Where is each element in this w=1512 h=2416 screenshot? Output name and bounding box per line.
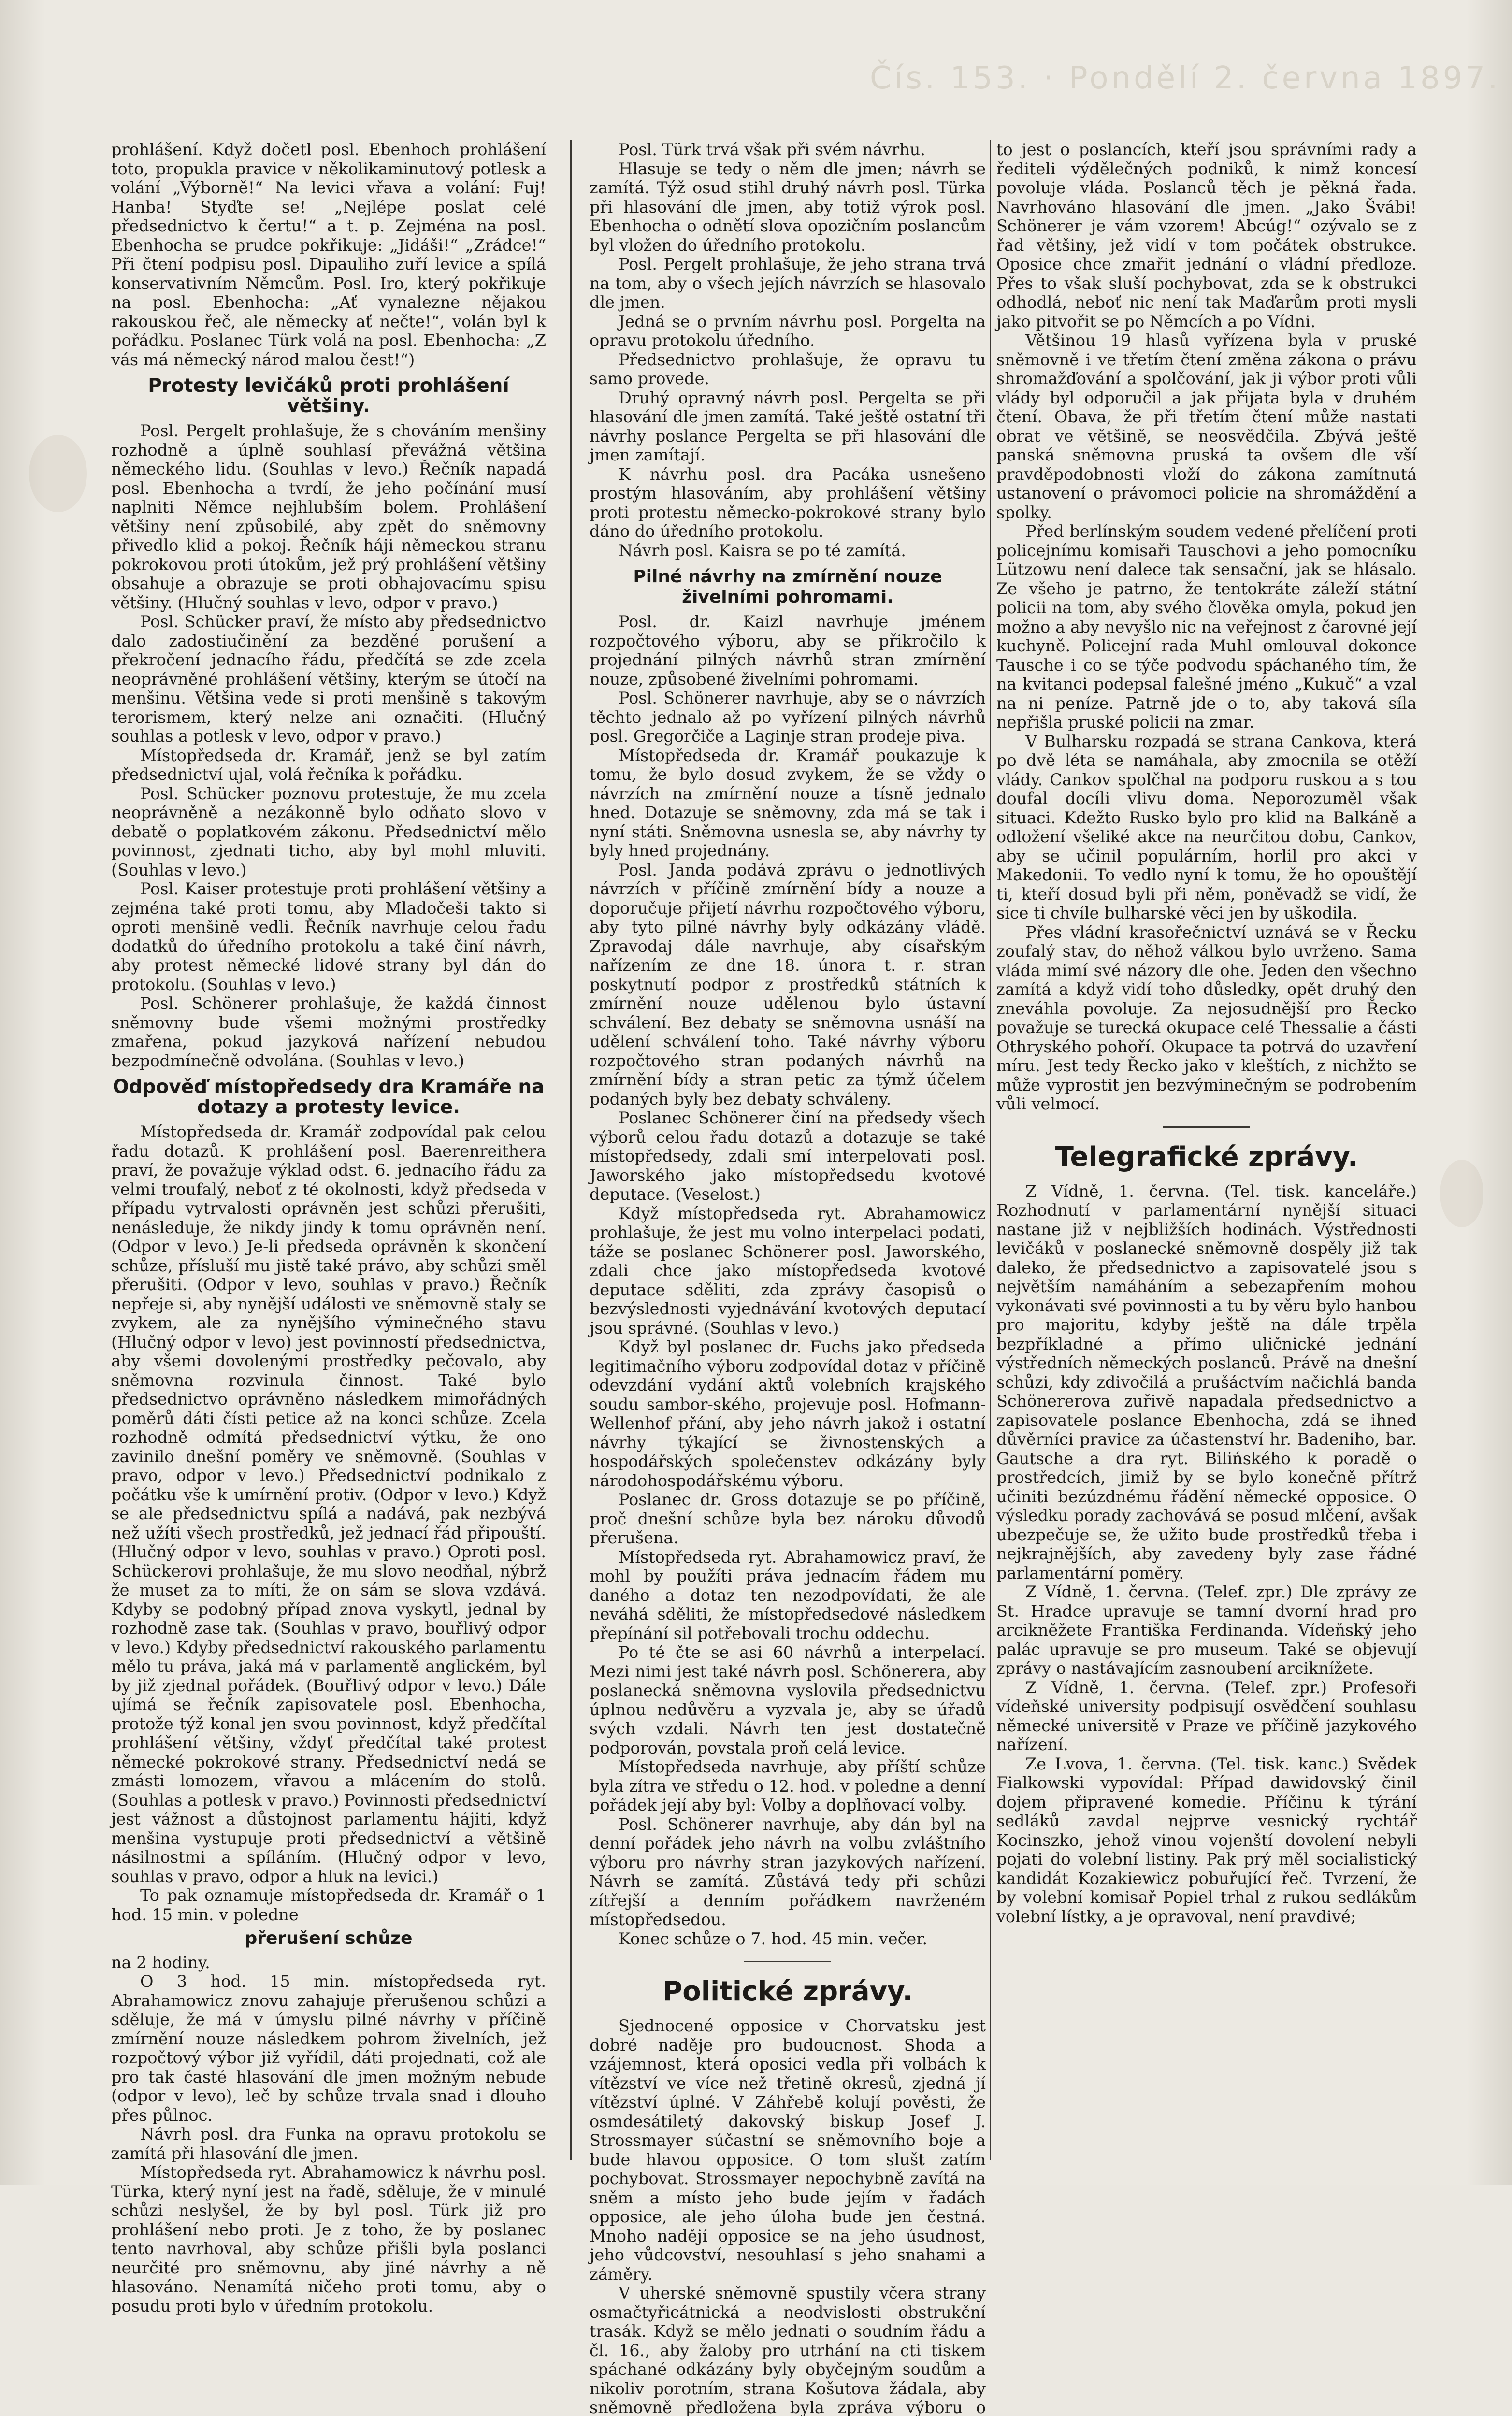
paragraph: Před berlínským soudem vedené přelíčení proti policejnímu komisaři Tauschovi a jeho pomocníku Lützowu není dalece tak sensační, jak se hlásalo. Ze všeho je patrno, že tentokráte záleží státní policii na tom, aby svého člověka omyla, pokud jen možno a aby nevyšlo nic na veřejnost z čarovné její kuchyně. Policejní rada Muhl omlouval dokonce Tausche i co se týče podvodu spáchaného tím, že na kvitanci podepsal falešné jméno „Kukuč“ a vzal na ni peníze. Patrně jde o to, aby taková síla nepřišla pruské policii na zmar. [996,522,1417,732]
paragraph: Z Vídně, 1. června. (Telef. zpr.) Dle zprávy ze St. Hradce upravuje se tamní dvorní hrad pro arcikněžete Františka Ferdinanda. Vídeňský jeho palác upravuje se pro museum. Také se objevují zprávy o nastávajícím zasnoubení arciknížete. [996,1582,1417,1678]
paragraph: Z Vídně, 1. června. (Tel. tisk. kanceláře.) Rozhodnutí v parlamentární nynější situaci nastane již v nejbližších hodinách. Výstřednosti levičáků v poslanecké sněmovně dospěly již tak daleko, že předsednictvo a zapisovatelé jsou s největším namáháním a sebezapřením mohou vykonávati své povinnosti a tu by věru bylo hanbou pro majoritu, kdyby ještě na dále trpěla bezpříkladné a přímo uličnické jednání výstředních německých poslanců. Právě na dnešní schůzi, kdy zdivočilá a prušáctvím načichlá banda Schönererova zuřivě napadala předsednictvo a zapisovatele poslance Ebenhocha, zdá se ihned důvěrníci pravice za účastenství hr. Badeniho, bar. Gautsche a dra ryt. Bilińského k poradě o prostředcích, jimiž by se bylo konečně přítrž učiniti bezúzdnému řádění německé opposice. O výsledku porady zachovává se posud mlčení, avšak ubezpečuje se, že užito bude prostředků třeba i nejkrajnějších, aby zavedeny byly zase řádné parlamentární poměry. [996,1181,1417,1582]
paragraph: prohlášení. Když dočetl posl. Ebenhoch prohlášení toto, propukla pravice v několikaminutový potlesk a volání „Výborně!“ Na levici vřava a volání: Fuj! Hanba! Styďte se! „Nejlépe poslat celé předsednictvo k čertu!“ a t. p. Zejména na posl. Ebenhocha se prudce pokřikuje: „Jidáši!“ „Zrádce!“ Při čtení podpisu posl. Dipauliho zuří levice a spílá konservativním Němcům. Posl. Iro, který pokřikuje na posl. Ebenhocha: „Ať vynalezne nějakou rakouskou řeč, ale německy ať nečte!“, volán byl k pořádku. Poslanec Türk volá na posl. Ebenhocha: „Z vás má německý národ malou čest!“) [111,140,546,369]
paragraph: Posl. Pergelt prohlašuje, že s chováním menšiny rozhodně a úplně souhlasí převážná většina německého lidu. (Souhlas v levo.) Řečník napadá posl. Ebenhocha a tvrdí, že jeho počínání musí naplniti Němce nejhlubším bolem. Prohlášení většiny není způsobilé, aby zpět do sněmovny přivedlo klid a pokoj. Řečník háji německou stranu pokrokovou proti útokům, jež prý prohlášení většiny obsahuje a obrazuje se proti obhajovacímu spisu většiny. (Hlučný souhlas v levo, odpor v pravo.) [111,421,546,612]
section-heading: Protesty levičáků proti prohlášení většiny. [148,375,509,417]
inline-heading: přerušení schůze [245,1928,413,1948]
paragraph: na 2 hodiny. [111,1953,210,1972]
paragraph: O 3 hod. 15 min. místopředseda ryt. Abrahamowicz znovu zahajuje přerušenou schůzi a sděluje, že má v úmyslu pilné návrhy v příčině zmírnění nouze následkem pohrom živelních, jež rozpočtový výbor již vyřídil, dáti projednati, což ale pro tak časté hlasování dle jmen možným nebude (odpor v levo), leč by schůze trvala snad i dlouho přes půlnoc. [111,1972,546,2125]
paragraph: Hlasuje se tedy o něm dle jmen; návrh se zamítá. Týž osud stihl druhý návrh posl. Türka při hlasování dle jmen, aby totiž výrok posl. Ebenhocha o odnětí slova opozičním poslancům byl vložen do úředního protokolu. [590,159,986,255]
paragraph: Konec schůze o 7. hod. 45 min. večer. [619,1929,928,1948]
section-separator [1163,1126,1250,1128]
paragraph: Místopředseda dr. Kramář, jenž se byl zatím předsednictví ujal, volá řečníka k pořádku. [111,746,546,784]
paragraph: Posl. Schönerer prohlašuje, že každá činnost sněmovny bude všemi možnými prostředky zmařena, pokud jazyková nařízení nebudou bezpodmínečně odvolána. (Souhlas v levo.) [111,994,546,1070]
section-heading: Pilné návrhy na zmírnění nouze živelními pohromami. [633,567,942,607]
column-rule [570,140,572,2160]
paragraph: Místopředseda ryt. Abrahamowicz k návrhu posl. Türka, který nyní jest na řadě, sděluje, že v minulé schůzi neslyšel, že by byl posl. Türk již pro prohlášení nebo proti. Je z toho, že by poslanec tento navrhoval, aby schůze přišli byla poslanci neurčité pro sněmovnu, aby jiné návrhy a ně hlasováno. Nenamítá ničeho proti tomu, aby o posudu proti bylo v úředním protokolu. [111,2163,546,2315]
section-separator [744,1961,831,1962]
paragraph: Návrh posl. dra Funka na opravu protokolu se zamítá při hlasování dle jmen. [111,2125,546,2163]
paragraph: Druhý opravný návrh posl. Pergelta se při hlasování dle jmen zamítá. Také ještě ostatní tři návrhy poslance Pergelta se při hlasování dle jmen zamítají. [590,388,986,464]
column-3 [996,140,1417,2160]
column-rule [990,140,991,2160]
paragraph: Přes vládní krasořečnictví uznává se v Řecku zoufalý stav, do něhož válkou bylo uvrženo. Sama vláda mimí své názory dle ohe. Jeden den všechno zamítá a když vidí toho důsledky, opět druhý den zneváhla povoluje. Za nejosudnější pro Řecko považuje se turecká okupace celé Thessalie a části Othryského pohoří. Okupace ta potrvá do uzavření míru. Jest tedy Řecko jako v kleštích, z nichžto se může vyprostit jen bezvýminečným se podrobením vůli velmocí. [996,922,1417,1113]
section-heading: Telegrafické zprávy. [1055,1141,1358,1173]
paper-stain [29,435,87,512]
paragraph: Poslanec dr. Gross dotazuje se po příčině, proč dnešní schůze byla bez nároku důvodů přerušena. [590,1490,986,1547]
paragraph: Místopředseda dr. Kramář zodpovídal pak celou řadu dotazů. K prohlášení posl. Baerenreithera praví, že považuje výklad odst. 6. jednacího řádu za velmi troufalý, neboť z té okolnosti, když předseda v případu vytrvalosti oprávněn jest schůzi přerušiti, nenásleduje, že nikdy jindy k tomu oprávněn není. (Odpor v levo.) Je-li předseda oprávněn k skončení schůze, přísluší mu jistě také právo, aby schůzi směl přerušiti. (Odpor v levo, souhlas v pravo.) Řečník nepřeje si, aby nynější události ve sněmovně staly se zvykem, ale za nynějšího výminečného stavu (Hlučný odpor v levo) jest povinností předsednictva, aby všemi dovolenými prostředky pečovalo, aby sněmovna rozvinula činnost. Také bylo předsednictvo oprávněno následkem mimořádných poměrů dáti čísti petice až na konci schůze. Zcela rozhodně odmítá předsednictví výtku, že ono zavinilo dnešní poměry ve sněmovně. (Souhlas v pravo, odpor v levo.) Předsednictví podnikalo z počátku vše k umírnění protiv. (Odpor v levo.) Když se ale předsednictvu spílá a nadává, pak nezbývá než užíti všech prostředků, jež jednací řád připouští. (Hlučný odpor v levo, souhlas v pravo.) Oproti posl. Schückerovi prohlašuje, že mu slovo neodňal, nýbrž že muset za to míti, že on sám se slova vzdává. Kdyby se podobný případ znova vyskytl, jednal by rozhodně zase tak. (Souhlas v pravo, bouřlivý odpor v levo.) Kdyby předsednictví rakouského parlamentu mělo tu práva, jaká má v parlamentě anglickém, byl by již zjednal pořádek. (Bouřlivý odpor v levo.) Dále ujímá se řečník zapisovatele posl. Ebenhocha, protože týž konal jen svou povinnost, když předčítal prohlášení většiny, vždyť předčítal také protest německé pokrokové strany. Předsednictví nedá se zmásti lomozem, vřavou a mlácením do stolů. (Souhlas a potlesk v pravo.) Povinnosti předsednictví jest vážnost a důstojnost parlamentu hájiti, když menšina vystupuje proti předsednictví a většině násilnostmi a spíláním. (Hlučný odpor v levo, souhlas v pravo, odpor a hluk na levici.) [111,1122,546,1886]
paragraph: Když byl poslanec dr. Fuchs jako předseda legitimačního výboru zodpovídal dotaz v příčině odevzdání vydání aktů volebních krajského soudu sambor-ského, projevuje posl. Hofmann-Wellenhof přání, aby jeho návrh jakož i ostatní návrhy týkající se živnostenských a hospodářských společenstev odkázány byly národohospodářskému výboru. [590,1337,986,1490]
paragraph: Místopředseda ryt. Abrahamowicz praví, že mohl by použíti práva jednacím řádem mu daného a dotaz ten nezodpovídati, že ale neváhá sděliti, že místopředsedové následkem přepínání sil potřebovali trochu oddechu. [590,1547,986,1643]
paragraph: Posl. Janda podává zprávu o jednotlivých návrzích v příčině zmírnění bídy a nouze a doporučuje přijetí návrhu rozpočtového výboru, aby tyto pilné návrhy byly odkázány vládě. Zpravodaj dále navrhuje, aby císařským nařízením ze dne 18. února t. r. stran poskytnutí podpor z prostředků státních k zmírnění nouze udělenou bylo ústavní schválení. Bez debaty se sněmovna usnáší na udělení schválení toho. Také návrhy výboru rozpočtového stran podaných návrhů na zmírnění bídy a stran petic za týmž účelem podaných byly bez debaty schváleny. [590,860,986,1108]
paragraph: Posl. Pergelt prohlašuje, že jeho strana trvá na tom, aby o všech jejích návrzích se hlasovalo dle jmen. [590,255,986,312]
column-2 [590,140,986,2416]
paragraph: Sjednocené opposice v Chorvatsku jest dobré naděje pro budoucnost. Shoda a vzájemnost, která oposici vedla při volbách k vítězství ve více než třetině okresů, zjedná jí vítězství úplné. V Záhřebě kolují pověsti, že osmdesátiletý dakovský biskup Josef J. Strossmayer súčastní se sněmovního boje a bude hlavou opposice. O tom slušt zatím pochybovat. Strossmayer nepochybně zavítá na sněm a místo jeho bude jejím v řadách opposice, ale jeho úloha bude jen čestná. Mnoho nadějí opposice se na jeho úsudnost, jeho vůdcovství, nesouhlasí s jeho snahami a záměry. [590,2016,986,2284]
paragraph: Posl. Schücker poznovu protestuje, že mu zcela neoprávněně a nezákonně bylo odňato slovo v debatě o poplatkovém zákonu. Předsednictví mělo povinnost, zjednati ticho, aby byl mohl mluviti. (Souhlas v levo.) [111,784,546,879]
paragraph: To pak oznamuje místopředseda dr. Kramář o 1 hod. 15 min. v poledne [111,1886,546,1924]
section-heading: Politické zprávy. [662,1976,913,2007]
paragraph: Posl. Türk trvá však při svém návrhu. [619,140,925,159]
paragraph: Když místopředseda ryt. Abrahamowicz prohlašuje, že jest mu volno interpelaci podati, táže se poslanec Schönerer posl. Jaworského, zdali chce jako místopředseda kvotové deputace sděliti, zda zprávy časopisů o bezvýslednosti vyjednávání kvotových deputací jsou správné. (Souhlas v levo.) [590,1204,986,1337]
paragraph: Po té čte se asi 60 návrhů a interpelací. Mezi nimi jest také návrh posl. Schönerera, aby poslanecká sněmovna vyslovila předsednictvu úplnou nedůvěru a vyzvala je, aby se úřadů svých vzdali. Návrh ten jest dostatečně podporován, povstala proň celá levice. [590,1643,986,1757]
paragraph: K návrhu posl. dra Pacáka usnešeno prostým hlasováním, aby prohlášení většiny proti protestu německo-pokrokové strany bylo dáno do úředního protokolu. [590,464,986,541]
paragraph: Z Vídně, 1. června. (Telef. zpr.) Profesoři vídeňské university podpisují osvědčení souhlasu německé universitě v Praze ve příčině jazykového nařízení. [996,1678,1417,1754]
paragraph: Poslanec Schönerer činí na předsedy všech výborů celou řadu dotazů a dotazuje se také místopředsedy, zdali smí interpelovati posl. Jaworského jako místopředsedu kvotové deputace. (Veselost.) [590,1108,986,1204]
paragraph: Ze Lvova, 1. června. (Tel. tisk. kanc.) Svědek Fialkowski vypovídal: Případ dawidovský činil dojem připravené komedie. Příčinu k týrání sedláků zavdal nejprve vesnický rychtář Kocinszko, jehož vinou vojenští dovolení nebyli pojati do volební listiny. Pak prý měl socialistický kandidát Kozakiewicz pobuřující řeč. Tvrzení, že by volební komisař Popiel trhal z rukou sedlákům volební lístky, a je opravoval, není pravdivé; [996,1754,1417,1926]
paragraph: Posl. Kaiser protestuje proti prohlášení většiny a zejména také proti tomu, aby Mladočeši takto si oproti menšině vedli. Řečník navrhuje celou řadu dodatků do úředního protokolu a také činí návrh, aby protest německé lidové strany byl dán do protokolu. (Souhlas v levo.) [111,879,546,994]
section-heading: Odpověď místopředsedy dra Kramáře na dotazy a protesty levice. [113,1076,545,1118]
paragraph: Místopředseda navrhuje, aby příští schůze byla zítra ve středu o 12. hod. v poledne a denní pořádek její aby byl: Volby a doplňovací volby. [590,1757,986,1814]
paragraph: V Bulharsku rozpadá se strana Cankova, která po dvě léta se namáhala, aby zmocnila se otěží vlády. Cankov spolčhal na podporu ruskou a s tou doufal docíli vlivu doma. Neporozuměl však situaci. Kdežto Rusko bylo pro klid na Balkáně a odložení všeliké akce na neurčitou dobu, Cankov, aby se učinil populárním, horlil pro akci v Makedonii. To vedlo nyní k tomu, že ho opouštějí ti, kteří dosud byli při něm, poněvadž se vidí, že sice ti chvíle bulharské věci jen by uškodila. [996,732,1417,922]
bleed-through-header: Čís. 153. · Pondělí 2. června 1897. [870,60,1501,96]
paragraph: Posl. Schönerer navrhuje, aby se o návrzích těchto jednalo až po vyřízení pilných návrhů posl. Gregorčiče a Laginje stran prodeje piva. [590,689,986,746]
paragraph: Posl. dr. Kaizl navrhuje jménem rozpočtového výboru, aby se přikročilo k projednání pilných návrhů stran zmírnění nouze, způsobené živelními pohromami. [590,612,986,689]
paragraph: Posl. Schücker praví, že místo aby předsednictvo dalo zadostiučinění za bezděné porušení a překročení jednacího řádu, předčítá se zde zcela neoprávněné prohlášení většiny, kterým se útočí na menšinu. Většina vede si proti menšině s takovým terorismem, který nelze ani označiti. (Hlučný souhlas a potlesk v levo, odpor v pravo.) [111,612,546,746]
paragraph: V uherské sněmovně spustily včera strany osmačtyřicátnická a neodvislosti obstrukční trasák. Když se mělo jednati o soudním řádu a čl. 16., aby žaloby pro utrhání na cti tiskem spáchané odkázány byly obyčejným soudům a nikoliv porotním, strana Košutova žádala, aby sněmovně předložena byla zpráva výboru o [590,2284,986,2416]
column-1 [111,140,546,2315]
paragraph: Předsednictvo prohlašuje, že opravu tu samo provede. [590,350,986,388]
paragraph: Jedná se o prvním návrhu posl. Porgelta na opravu protokolu úředního. [590,312,986,350]
paragraph: Většinou 19 hlasů vyřízena byla v pruské sněmovně i ve třetím čtení změna zákona o právu shromažďování a spolčování, jak ji výbor proti vůli vlády byl odporučil a jak přijata byla v druhém čtení. Obava, že při třetím čtení může nastati obrat ve většině, se neosvědčila. Zbývá ještě panská sněmovna pruská ta ovšem dle vší pravděpodobnosti vloží do zákona zamítnutá ustanovení o právomoci policie na shromáždění a spolky. [996,331,1417,522]
paragraph: to jest o poslancích, kteří jsou správními rady a řediteli výdělečných podniků, k nimž koncesí povoluje vláda. Poslanců těch je pěkná řada. Navrhováno hlasování dle jmen. „Jako Švábi! Schönerer je vám vzorem! Abcúg!“ ozývalo se z řad většiny, jež vidí v tom počátek obstrukce. Oposice chce zmařit jednání o vládní předloze. Přes to však sluší pochybovat, zda se k obstrukci odhodlá, neboť nic není tak Maďarům proti mysli jako pitvořit se po Němcích a po Vídni. [996,140,1417,331]
paragraph: Místopředseda dr. Kramář poukazuje k tomu, že bylo dosud zvykem, že se vždy o návrzích na zmírnění nouze a tísně jednalo hned. Dotazuje se sněmovny, zda má se tak i nyní státi. Sněmovna usnesla se, aby návrhy ty byly hned projednány. [590,746,986,860]
paragraph: Posl. Schönerer navrhuje, aby dán byl na denní pořádek jeho návrh na volbu zvláštního výboru pro návrhy stran jazykových nařízení. Návrh se zamítá. Zůstává tedy při schůzi zítřejší a denním pořádkem navrženém místopředsedou. [590,1814,986,1929]
paper-stain [1440,1160,1483,1227]
paragraph: Návrh posl. Kaisra se po té zamítá. [619,541,906,560]
